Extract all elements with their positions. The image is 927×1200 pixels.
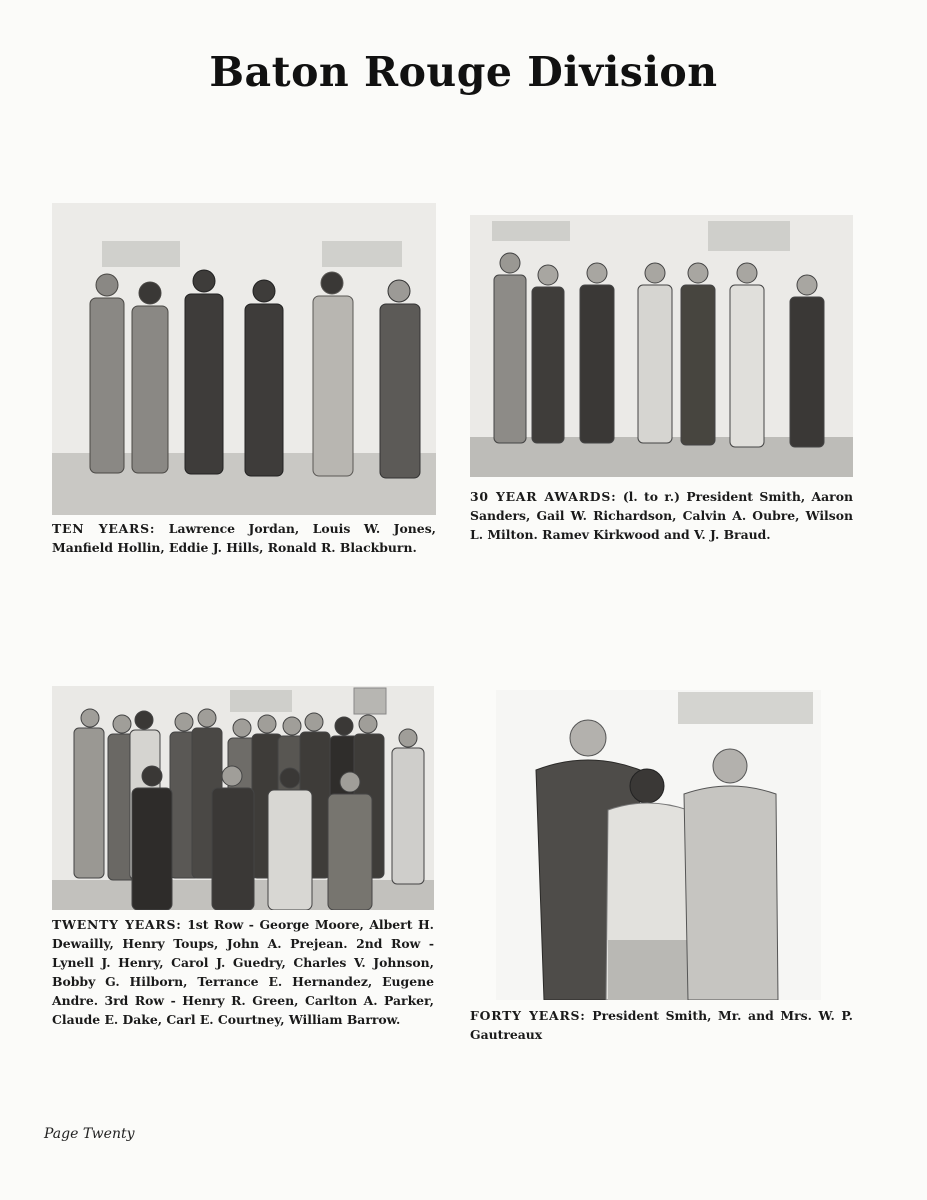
caption-ten-years	[52, 519, 436, 557]
caption-twenty-years	[52, 915, 434, 1029]
caption-text: (l. to r.) President Smith, Aaron Sanders, Gail W. Richardson, Calvin A. Oubre, Wilson L. Milton. Ramev Kirkwood and V. J. Braud.	[470, 489, 853, 542]
photo-ten-years	[52, 203, 436, 515]
caption-text: 1st Row - George Moore, Albert H. Dewailly, Henry Toups, John A. Prejean. 2nd Row - Lynell J. Henry, Carol J. Guedry, Charles V. Johnson, Bobby G. Hilborn, Terrance E. Hernandez, Eugene Andre. 3rd Row - Henry R. Green, Carlton A. Parker, Claude E. Dake, Carl E. Courtney, William Barrow.	[52, 917, 434, 1027]
caption-lead: 30 YEAR AWARDS:	[470, 489, 617, 504]
caption-text: Lawrence Jordan, Louis W. Jones, Manfield Hollin, Eddie J. Hills, Ronald R. Blackburn.	[52, 521, 436, 555]
caption-lead: FORTY YEARS:	[470, 1008, 586, 1023]
caption-forty-years	[470, 1006, 853, 1044]
caption-lead: TWENTY YEARS:	[52, 917, 182, 932]
caption-lead: TEN YEARS:	[52, 521, 156, 536]
page-number-label: Page Twenty	[44, 1126, 135, 1142]
caption-text: President Smith, Mr. and Mrs. W. P. Gautreaux	[470, 1008, 853, 1042]
caption-thirty-year-awards	[470, 487, 853, 544]
photo-forty-years	[496, 690, 821, 1000]
page-title: Baton Rouge Division	[209, 48, 718, 96]
photo-thirty-year-awards	[470, 215, 853, 477]
photo-twenty-years	[52, 686, 434, 910]
